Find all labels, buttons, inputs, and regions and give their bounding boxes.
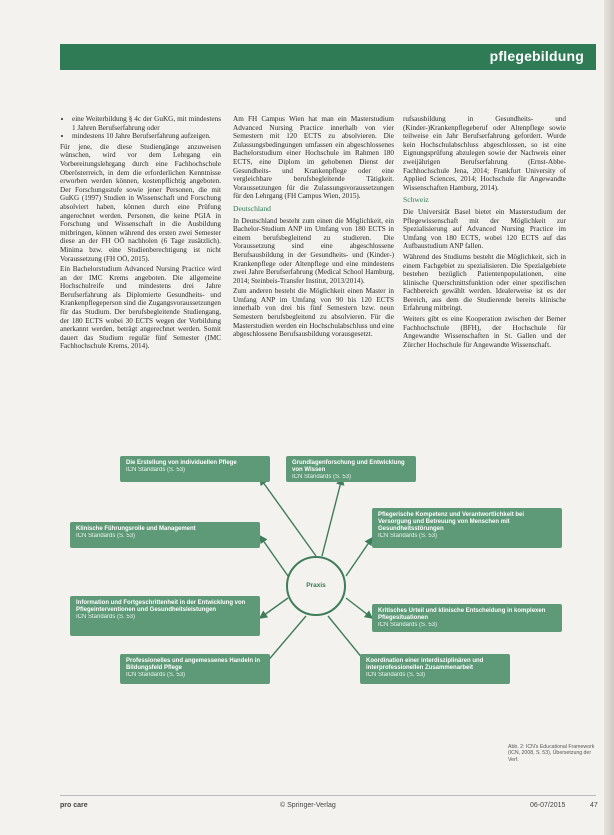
journal-name: pro care: [60, 802, 88, 809]
issue-date: 06-07/2015: [530, 802, 566, 809]
box-source: ICN Standards (S. 53): [76, 533, 136, 539]
publisher: © Springer-Verlag: [280, 802, 336, 809]
framework-box: [70, 596, 260, 636]
figure-caption: Abb. 2: ICN's Educational Framework (ICN, 2008, S. 53), Übersetzung der Verf.: [508, 744, 595, 763]
arrow-connector: [260, 536, 288, 576]
box-title: Die Erstellung von individuellen Pflege: [126, 460, 237, 466]
box-title: Information und Fortgeschrittenheit in der Entwicklung von Pflegeinterventionen und Gesundheitsleistungen: [76, 600, 246, 613]
text-column-1: [60, 115, 221, 353]
framework-box: [372, 508, 562, 548]
paragraph: Für jene, die diese Studiengänge anzuweisen wünschen, wird vor dem Lehrgang ein Vorbereitungslehrgang durch eine Fachhochschule Oberösterreich, in dem die erforderlichen Kenntnisse erworben werden können, kostenpflichtig angeboten. Der Forschungsstufe sowie jener Personen, die mit GuKG (1997) Studien in Wissenschaft und Forschung absolviert haben, können durch eine Prüfung angerechnet werden. Personen, die keine PGIA in Forschung und Wissenschaft in die Ausbildung mitbringen, können während des ersten zwei Semester diese an der FH OÖ nachholen (6 Tage zusätzlich). Minima bzw. eine Studienberechtigung ist nicht Voraussetzung (FH OÖ, 2015).: [60, 142, 221, 263]
paragraph: Am FH Campus Wien hat man ein Masterstudium Advanced Nursing Practice innerhalb von vier Semestern mit 120 ECTS zu absolvieren. Die Zulassungsbedingungen umfassen ein abgeschlossenes Bachelorstudium einer Hochschule im Rahmen 180 ECTS, eine Diplom im gehobenen Dienst der Gesundheits- und Krankenpflege oder eine vergleichbare berufsbegleitende Tätigkeit. Voraussetzungen für die Zulassungsvoraussetzungen für den Lehrgang (FH Campus Wien, 2015).: [233, 115, 394, 201]
paragraph: Zum anderen besteht die Möglichkeit einen Master in Umfang ANP im Umfang von 90 bis 120 ECTS innerhalb von drei bis fünf Semestern bzw. neun Semestern berufsbegleitend zu absolvieren. Für die Masterstudien werden ein Hochschulabschluss und eine abgeschlossene Berufsausbildung vorausgesetzt.: [233, 287, 394, 339]
bullet-item: • eine Weiterbildung § 4c der GuKG, mit mindestens 1 Jahren Berufserfahrung oder: [72, 115, 221, 132]
paragraph: Die Universität Basel bietet ein Masterstudium der Pflegewissenschaft mit der Möglichkeit zur Spezialisierung auf Advanced Nursing Practice im Umfang von 180 ECTS, wobei 120 ECTS auf das Aufbaustudium ANP fallen.: [403, 207, 566, 251]
framework-box: [360, 654, 510, 684]
box-source: ICN Standards (S. 53): [292, 474, 352, 480]
page-edge: [604, 0, 614, 835]
arrow-connector: [322, 478, 342, 556]
box-source: ICN Standards (S. 53): [378, 622, 438, 628]
subheading-germany: Deutschland: [233, 203, 271, 213]
framework-diagram: [60, 448, 596, 688]
paragraph: Ein Bachelorstudium Advanced Nursing Practice wird an der IMC Krems angeboten. Die allgemeine Hochschulreife und mindestens drei Jahre Berufserfahrung als Diplomierte Gesundheits- und Krankenpflegeperson sind die Zugangsvoraussetzungen für das Studium. Der berufsbegleitende Studiengang, der 180 ECTS wobei 30 ECTS wegen der Vorbildung anerkannt werden, beträgt angerechnet werden. Somit dauert das Studium regulär fünf Semester (IMC Fachhochschule Krems, 2014).: [60, 265, 221, 351]
framework-box: [120, 456, 270, 482]
paragraph: Weiters gibt es eine Kooperation zwischen der Berner Fachhochschule (BFH), der Hochschule für Angewandte Wissenschaften in St. Gallen und der Zürcher Hochschule für Angewandte Wissenschaft.: [403, 315, 566, 349]
box-title: Pflegerische Kompetenz und Verantwortlichkeit bei Versorgung und Betreuung von Menschen mit Gesundheitsstörungen: [378, 512, 525, 532]
header-bar: [60, 44, 596, 70]
arrow-connector: [260, 598, 288, 618]
arrow-connector: [260, 478, 316, 556]
box-title: Professionelles und angemessenes Handeln in Bildungsfeld Pflege: [126, 658, 261, 671]
arrow-connector: [346, 538, 372, 576]
framework-box: [70, 522, 260, 548]
box-source: ICN Standards (S. 53): [366, 672, 426, 678]
paragraph: Während des Studiums besteht die Möglichkeit, sich in einem Fachgebiet zu spezialisieren. Die Spezialgebiete bestehen bezüglich Patientenpopulationen, eine klinische Querschnittsfunktion oder einer spezifischen Fachbereich gewählt werden. Idealerweise ist es der Bereich, aus dem die Studierende bereits klinische Erfahrung mitbringt.: [403, 252, 566, 313]
box-title: Grundlagenforschung und Entwicklung von Wissen: [292, 460, 405, 473]
subheading-switzerland: Schweiz: [403, 195, 429, 205]
paragraph: In Deutschland besteht zum einen die Möglichkeit, ein Bachelor-Studium ANP im Umfang von 180 ECTS in einem berufsbegleitend zu studieren. Die Voraussetzung sind eine abgeschlossene Berufsausbildung in der Gesundheits- und (Kinder-) Krankenpflege oder Altenpflege und eine mindestens zwei Jahre Berufserfahrung (Medical School Hamburg, 2014; Steinbeis-Transfer Institut, 2013/2014).: [233, 216, 394, 285]
box-source: ICN Standards (S. 53): [126, 467, 186, 473]
box-source: ICN Standards (S. 53): [126, 672, 186, 678]
box-title: Kritisches Urteil und klinische Entscheidung in komplexen Pflegesituationen: [378, 608, 546, 621]
footer-divider: [60, 795, 596, 796]
section-title: pflegebildung: [489, 48, 584, 64]
framework-box: [372, 604, 562, 632]
bullet-list: [60, 115, 221, 141]
box-source: ICN Standards (S. 53): [76, 614, 136, 620]
box-title: Klinische Führungsrolle und Management: [76, 526, 196, 532]
text-column-2: [233, 115, 394, 341]
box-title: Koordination einer interdisziplinären und interprofessionellen Zusammenarbeit: [366, 658, 484, 671]
arrow-connector: [346, 598, 372, 618]
framework-box: [120, 654, 270, 684]
bullet-item: • mindestens 10 Jahre Berufserfahrung aufzeigen.: [72, 132, 221, 141]
page-number: 47: [590, 802, 598, 809]
practice-hub-circle: Praxis: [286, 556, 346, 616]
text-column-3: [403, 115, 566, 351]
paragraph: rufsausbildung in Gesundheits- und (Kinder-)Krankenpflegeberuf oder Altenpflege sowie teilweise ein Jahr Berufserfahrung gefordert. Wurde kein Hochschulabschluss abgeschlossen, so ist eine Eignungsprüfung abzulegen sowie der Nachweis einer zweijährigen Berufserfahrung (Ernst-Abbe-Fachhochschule Jena, 2014; Frankfurt University of Applied Sciences, 2014; Hochschule für Angewandte Wissenschaften Hamburg, 2014).: [403, 115, 566, 192]
box-source: ICN Standards (S. 53): [378, 533, 438, 539]
framework-box: [286, 456, 416, 482]
